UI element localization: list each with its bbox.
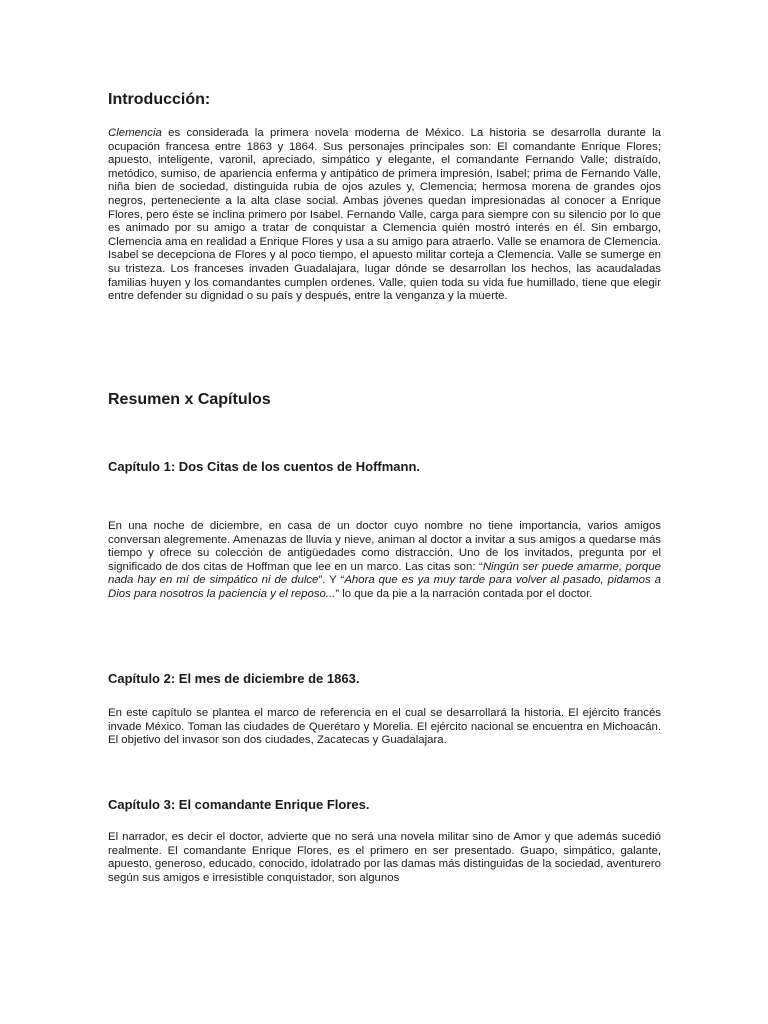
intro-paragraph xyxy=(108,127,661,304)
intro-heading: Introducción: xyxy=(108,91,211,108)
chapter-1-paragraph xyxy=(108,520,661,602)
chapter-1-heading: Capítulo 1: Dos Citas de los cuentos de Hoffmann. xyxy=(108,459,421,474)
chapter-2-heading: Capítulo 2: El mes de diciembre de 1863. xyxy=(108,671,360,686)
chapter-1-middle: ”. Y “ xyxy=(318,574,345,587)
intro-lead-italic: Clemencia xyxy=(108,127,162,139)
summary-heading: Resumen x Capítulos xyxy=(108,391,271,408)
chapter-1-quote-2: Ahora que es ya muy tarde para volver al pasado, pidamos a Dios para nosotros la paciencia y el reposo... xyxy=(108,574,661,600)
chapter-2-paragraph: En este capítulo se plantea el marco de referencia en el cual se desarrollará la historia. El ejército francés invade México. Toman las ciudades de Querétaro y Morelia. El ejército nacional se encuentra en Michoacán. El objetivo del invasor son dos ciudades, Zacatecas y Guadalajara. xyxy=(108,707,661,747)
chapter-1-body-end: ” lo que da pie a la narración contada por el doctor. xyxy=(335,587,593,600)
chapter-1-quote-1: Ningún ser puede amarme, porque nada hay en mí de simpático ni de dulce xyxy=(108,560,661,587)
chapter-1-body-start: En una noche de diciembre, en casa de un doctor cuyo nombre no tiene importancia, varios amigos conversan alegremente. Amenazas de lluvia y nieve, animan al doctor a invitar a sus amigos a quedarse más tiempo y ofrece su colección de antigüedades como distracción. Uno de los invitados, pregunta por el significado de dos citas de Hoffman que lee en un marco. Las citas son: “ xyxy=(108,520,661,573)
chapter-3-paragraph: El narrador, es decir el doctor, advierte que no será una novela militar sino de Amor y que además sucedió realmente. El comandante Enrique Flores, es el primero en ser presentado. Guapo, simpático, galante, apuesto, generoso, educado, conocido, idolatrado por las damas más distinguidas de la sociedad, aventurero según sus amigos e irresistible conquistador, son algunos xyxy=(108,831,661,884)
chapter-3-heading: Capítulo 3: El comandante Enrique Flores. xyxy=(108,797,370,812)
intro-body: es considerada la primera novela moderna de México. La historia se desarrolla durante la ocupación francesa entre 1863 y 1864. Sus personajes principales son: El comandante Enrique Flores; apuesto, inteligente, varonil, apreciado, simpático y elegante, el comandante Fernando Valle; distraído, metódico, sumiso, de apariencia enferma y antipático de primera impresión, Isabel; prima de Fernando Valle, niña bien de sociedad, distinguida rubia de ojos azules y, Clemencia; hermosa morena de grandes ojos negros, perteneciente a la alta clase social. Ambas jóvenes quedan impresionadas al conocer a Enrique Flores, pero éste se inclina primero por Isabel. Fernando Valle, carga para siempre con su silencio por lo que es animado por su amigo a tratar de conquistar a Clemencia quién mostró interés en él. Sin embargo, Clemencia ama en realidad a Enrique Flores y usa a su amigo para atraerlo. Valle se enamora de Clemencia. Isabel se decepciona de Flores y al poco tiempo, el apuesto militar corteja a Clemencia. Valle se sumerge en su tristeza. Los franceses invaden Guadalajara, lugar dónde se desarrollan los hechos, las acaudaladas familias huyen y los comandantes cumplen ordenes. Valle, quien toda su vida fue humillado, tiene que elegir entre defender su dignidad o su país y después, entre la venganza y la muerte. xyxy=(108,127,661,303)
